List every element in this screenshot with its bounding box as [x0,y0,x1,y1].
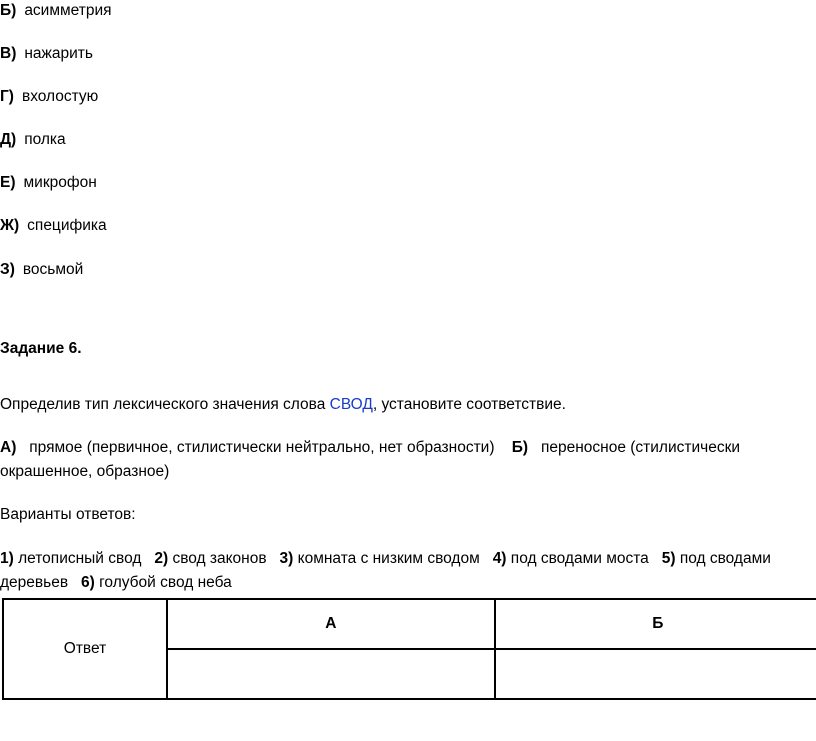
variant-text: летописный свод [18,550,142,567]
type-a-label: А) [0,439,17,456]
answer-cell-a[interactable] [167,649,495,699]
option-v [0,45,93,63]
answer-col-b-header: Б [495,599,816,649]
option-letter: Ж) [0,217,20,234]
variants-heading: Варианты ответов: [0,506,136,523]
answer-cell-b[interactable] [495,649,816,699]
task-instruction [0,396,566,414]
variant-text: под сводами моста [510,550,649,567]
variant-num: 1) [0,550,14,567]
meaning-types [0,436,800,484]
type-a-text: прямое (первичное, стилистически нейтрально, нет образности) [29,439,495,456]
option-letter: В) [0,45,17,62]
variant-text: комната с низким сводом [297,550,480,567]
variant-text: свод законов [172,550,267,567]
instruction-before: Определив тип лексического значения слова [0,396,330,413]
keyword: СВОД [329,396,373,413]
option-zh [0,217,107,235]
option-word: полка [24,131,66,148]
variants-list [0,547,800,595]
option-e [0,174,97,192]
option-d [0,131,66,149]
option-letter: Б) [0,2,17,19]
type-b-label: Б) [511,439,529,456]
variant-text: под сводами деревьев [0,550,771,591]
option-word: микрофон [23,174,97,191]
variant-num: 2) [154,550,169,567]
variant-num: 4) [492,550,507,567]
option-word: асимметрия [24,2,112,19]
option-word: вхолостую [21,88,99,105]
option-z [0,261,83,279]
option-b [0,2,112,20]
answer-row-label: Ответ [3,599,167,699]
option-letter: Г) [0,88,14,105]
answer-col-a-header: А [167,599,495,649]
variant-num: 3) [279,550,294,567]
option-letter: Д) [0,131,17,148]
type-b-text: переносное (стилистически окрашенное, образное) [0,439,741,480]
option-word: восьмой [22,261,84,278]
task-title: Задание 6. [0,340,82,357]
option-word: нажарить [24,45,93,62]
answer-table [2,598,816,700]
option-letter: Е) [0,174,16,191]
instruction-after: , установите соответствие. [372,396,566,413]
option-letter: З) [0,261,15,278]
variant-num: 5) [661,550,676,567]
option-g [0,88,98,106]
option-word: специфика [27,217,107,234]
variant-text: голубой свод неба [99,574,232,591]
variant-num: 6) [81,574,95,591]
